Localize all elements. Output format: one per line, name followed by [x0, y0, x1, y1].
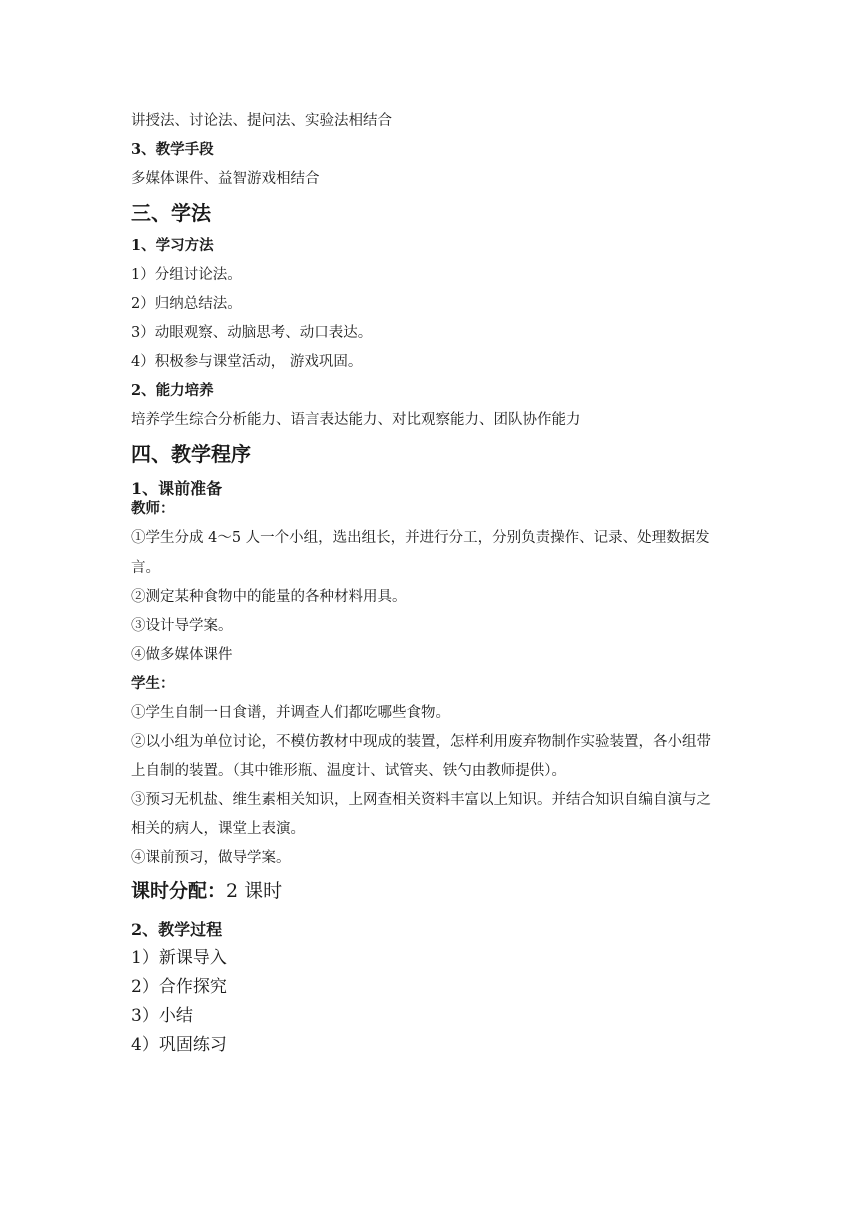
teacher-item: 言。 [131, 560, 160, 576]
ability-heading: 2、能力培养 [131, 382, 214, 399]
teaching-method-text: 讲授法、讨论法、提问法、实验法相结合 [131, 113, 392, 129]
study-item: 2）归纳总结法。 [131, 296, 242, 312]
process-item: 3）小结 [131, 1006, 193, 1026]
teaching-means-heading: 3、教学手段 [131, 141, 214, 158]
teacher-item: ②测定某种食物中的能量的各种材料用具。 [131, 589, 407, 605]
class-hours-value: 2 课时 [226, 880, 283, 902]
process-item: 1）新课导入 [131, 948, 227, 968]
student-item: 上自制的装置。（其中锥形瓶、温度计、试管夹、铁勺由教师提供）。 [131, 763, 566, 779]
section-3-title: 三、学法 [131, 201, 211, 225]
teacher-label: 教师： [131, 500, 175, 517]
section-4-title: 四、教学程序 [131, 442, 251, 466]
teacher-item: ①学生分成 4～5 人一个小组，选出组长，并进行分工，分别负责操作、记录、处理数据发 [131, 530, 710, 546]
process-heading: 2、教学过程 [131, 920, 223, 939]
class-hours-label: 课时分配： [131, 880, 227, 902]
teacher-item: ③设计导学案。 [131, 618, 233, 634]
study-item: 3）动眼观察、动脑思考、动口表达。 [131, 325, 373, 341]
teaching-means-text: 多媒体课件、益智游戏相结合 [131, 171, 320, 187]
class-hours-line [131, 882, 282, 901]
study-method-heading: 1、学习方法 [131, 237, 214, 254]
prep-heading: 1、课前准备 [131, 479, 223, 498]
student-item: ②以小组为单位讨论，不模仿教材中现成的装置，怎样利用废弃物制作实验装置，各小组带 [131, 734, 711, 750]
teacher-item: ④做多媒体课件 [131, 647, 233, 663]
student-item: ③预习无机盐、维生素相关知识，上网查相关资料丰富以上知识。并结合知识自编自演与之 [131, 792, 711, 808]
student-item: 相关的病人，课堂上表演。 [131, 821, 305, 837]
process-item: 4）巩固练习 [131, 1035, 227, 1055]
study-item: 1）分组讨论法。 [131, 267, 242, 283]
student-label: 学生： [131, 675, 175, 692]
study-item: 4）积极参与课堂活动， 游戏巩固。 [131, 354, 363, 370]
ability-text: 培养学生综合分析能力、语言表达能力、对比观察能力、团队协作能力 [131, 412, 581, 428]
student-item: ④课前预习，做导学案。 [131, 850, 291, 866]
process-item: 2）合作探究 [131, 977, 227, 997]
student-item: ①学生自制一日食谱，并调查人们都吃哪些食物。 [131, 705, 450, 721]
